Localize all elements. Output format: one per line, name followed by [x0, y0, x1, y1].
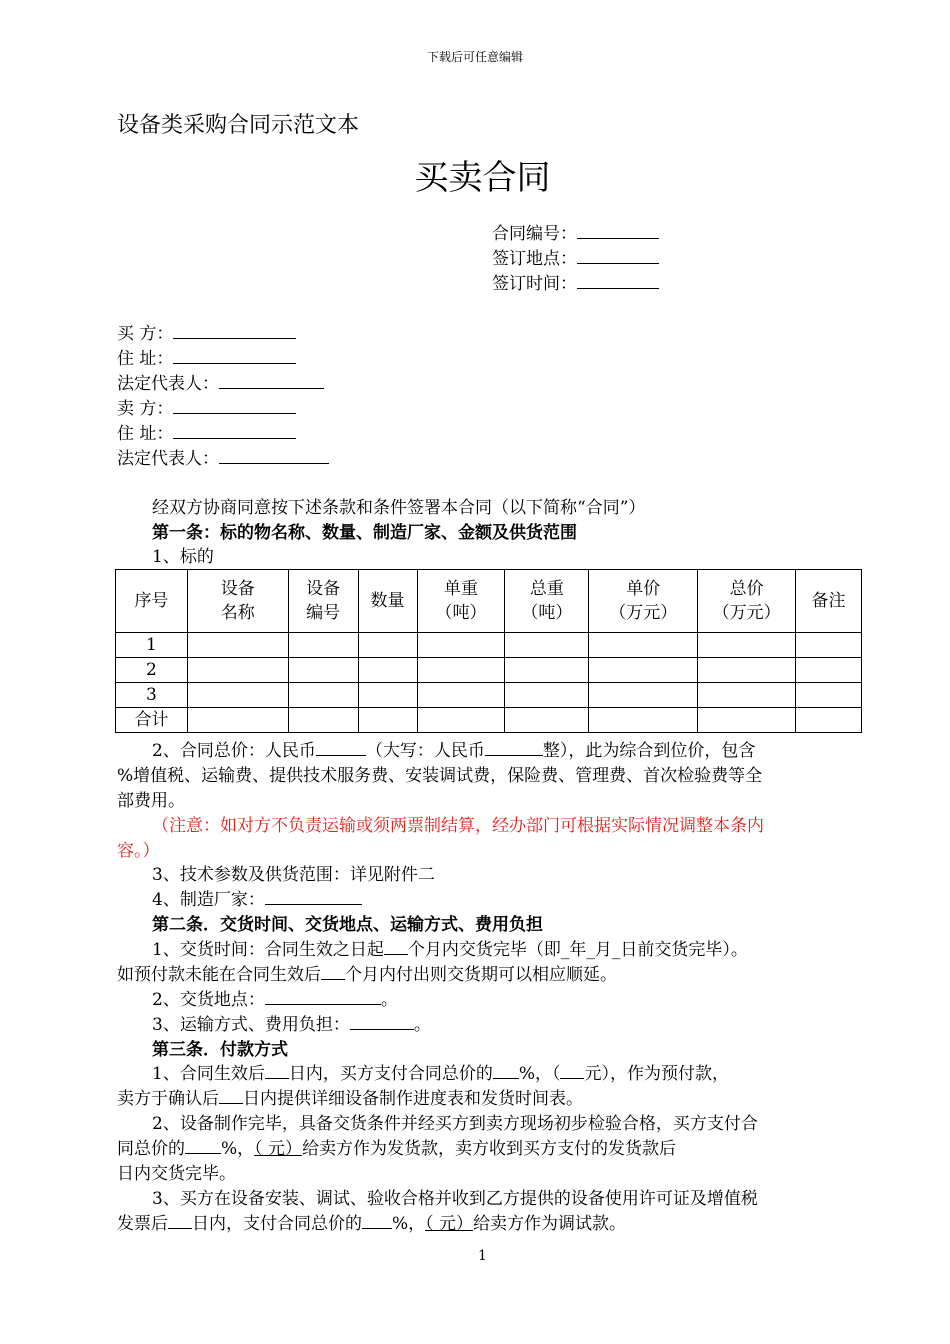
payment1-text-a: 1、合同生效后 [152, 1064, 265, 1084]
article2-item1-line1 [152, 938, 748, 962]
payment3-text-b: 日内，支付合同总价的 [192, 1214, 362, 1234]
header-cell: 单重 （吨） [417, 570, 505, 633]
row-index-cell: 1 [116, 633, 188, 658]
row-index-cell: 3 [116, 683, 188, 708]
header-cell: 设备 编号 [288, 570, 358, 633]
buyer-address-label: 住 址： [117, 349, 174, 369]
buyer-address-row [117, 347, 296, 371]
table-cell[interactable] [589, 633, 698, 658]
schedule-text-a: 卖方于确认后 [117, 1089, 219, 1109]
manufacturer-field[interactable] [265, 888, 362, 905]
table-cell[interactable] [698, 633, 796, 658]
table-cell[interactable] [358, 708, 417, 733]
signing-place-label: 签订地点： [492, 249, 577, 269]
page-header-note: 下载后可任意编辑 [426, 50, 523, 64]
header-cell: 总价 （万元） [698, 570, 796, 633]
table-cell[interactable] [288, 683, 358, 708]
table-cell[interactable] [358, 683, 417, 708]
payment3-text-d: 给卖方作为调试款。 [473, 1214, 627, 1234]
seller-rep-label: 法定代表人： [117, 449, 219, 469]
header-cell: 数量 [358, 570, 417, 633]
table-cell[interactable] [505, 683, 589, 708]
seller-rep-row [117, 447, 329, 471]
payment2-text-b: %， [221, 1139, 255, 1159]
table-cell[interactable] [796, 683, 862, 708]
payment3-text-c: %， [392, 1214, 426, 1234]
table-cell[interactable] [288, 633, 358, 658]
seller-rep-field[interactable] [219, 447, 329, 464]
signing-time-field[interactable] [577, 272, 659, 289]
schedule-text-b: 日内提供详细设备制作进度表和发货时间表。 [243, 1089, 583, 1109]
total-price-capital-label: （大写：人民币 [365, 741, 485, 761]
buyer-label: 买 方： [117, 324, 174, 344]
article2-item2 [152, 988, 398, 1012]
manufacturer-label: 4、制造厂家： [152, 890, 265, 910]
row-index-cell: 2 [116, 658, 188, 683]
table-cell[interactable] [698, 708, 796, 733]
article3-item1-line1 [152, 1062, 729, 1086]
delivery-months-field[interactable] [384, 938, 408, 955]
note-line2: 容。） [117, 841, 160, 861]
table-cell[interactable] [288, 658, 358, 683]
buyer-rep-label: 法定代表人： [117, 374, 219, 394]
total-label-cell: 合计 [116, 708, 188, 733]
header-cell: 设备 名称 [187, 570, 288, 633]
seller-address-label: 住 址： [117, 424, 174, 444]
table-cell[interactable] [417, 683, 505, 708]
seller-label: 卖 方： [117, 399, 174, 419]
table-total-row [116, 708, 862, 733]
table-cell[interactable] [796, 658, 862, 683]
article3-item3-line2 [117, 1212, 626, 1236]
delivery-time-label: 1、交货时间：合同生效之日起 [152, 940, 384, 960]
table-cell[interactable] [796, 633, 862, 658]
payment1-text-c: %，（ [518, 1064, 561, 1084]
table-cell[interactable] [698, 658, 796, 683]
article2-item3 [152, 1013, 431, 1037]
delivery-place-end: 。 [380, 990, 398, 1010]
note-line1: （注意：如对方不负责运输或须两票制结算，经办部门可根据实际情况调整本条内 [152, 816, 764, 836]
article3-item2-line2 [117, 1137, 676, 1161]
article1-item3: 3、技术参数及供货范围：详见附件二 [152, 865, 435, 885]
table-header-row [116, 570, 862, 633]
intro-text: 经双方协商同意按下述条款和条件签署本合同（以下简称“合同”） [152, 498, 646, 518]
seller-row [117, 397, 296, 421]
delivery-place-label: 2、交货地点： [152, 990, 265, 1010]
transport-label: 3、运输方式、费用负担： [152, 1015, 350, 1035]
buyer-rep-field[interactable] [219, 372, 324, 389]
prepayment-delay-text-end: 个月内付出则交货期可以相应顺延。 [345, 965, 617, 985]
table-cell[interactable] [187, 658, 288, 683]
total-price-line3: 部费用。 [117, 791, 185, 811]
total-price-suffix: 整），此为综合到位价，包含 [542, 741, 756, 761]
delivery-time-text: 个月内交货完毕（即_年_月_日前交货完毕）。 [407, 940, 748, 960]
table-cell[interactable] [187, 633, 288, 658]
article3-item3-line1: 3、买方在设备安装、调试、验收合格并收到乙方提供的设备使用许可证及增值税 [152, 1189, 758, 1209]
payment1-text-d: 元），作为预付款， [584, 1064, 729, 1084]
payment1-days-field[interactable] [265, 1062, 289, 1079]
page-number: 1 [478, 1248, 487, 1264]
schedule-days-field[interactable] [219, 1087, 243, 1104]
seller-address-field[interactable] [173, 422, 296, 439]
buyer-field[interactable] [173, 322, 296, 339]
payment3-text-a: 发票后 [117, 1214, 168, 1234]
payment2-text-c: 给卖方作为发货款，卖方收到买方支付的发货款后 [302, 1139, 677, 1159]
payment1-amount-field[interactable] [560, 1062, 584, 1079]
total-price-line2: %增值税、运输费、提供技术服务费、安装调试费，保险费、管理费、首次检验费等全 [117, 766, 763, 786]
contract-number-label: 合同编号： [492, 224, 577, 244]
table-cell[interactable] [417, 633, 505, 658]
article1-item1: 1、标的 [152, 547, 214, 567]
total-price-field[interactable] [316, 739, 366, 756]
buyer-rep-row [117, 372, 324, 396]
total-price-capital-field[interactable] [485, 739, 543, 756]
table-cell[interactable] [187, 708, 288, 733]
article1-item4 [152, 888, 362, 912]
article3-item2-line1: 2、设备制作完毕，具备交货条件并经买方到卖方现场初步检验合格，买方支付合 [152, 1114, 758, 1134]
table-cell[interactable] [505, 633, 589, 658]
table-cell[interactable] [358, 658, 417, 683]
delivery-place-field[interactable] [265, 988, 381, 1005]
table-cell[interactable] [505, 708, 589, 733]
document-title: 设备类采购合同示范文本 [117, 113, 360, 138]
seller-address-row [117, 422, 296, 446]
table-cell[interactable] [505, 658, 589, 683]
header-cell: 序号 [116, 570, 188, 633]
signing-time-row [492, 272, 659, 296]
header-cell: 备注 [796, 570, 862, 633]
table-cell[interactable] [417, 708, 505, 733]
contract-number-row [492, 222, 659, 246]
prepayment-delay-text: 如预付款未能在合同生效后 [117, 965, 321, 985]
table-cell[interactable] [589, 683, 698, 708]
total-price-line1 [152, 739, 755, 763]
payment2-amount-field[interactable]: （ 元） [254, 1139, 303, 1159]
table-cell[interactable] [698, 683, 796, 708]
signing-place-row [492, 247, 659, 271]
article2-item1-line2 [117, 963, 617, 987]
table-row [116, 633, 862, 658]
table-cell[interactable] [288, 708, 358, 733]
total-price-label: 2、合同总价：人民币 [152, 741, 316, 761]
buyer-row [117, 322, 296, 346]
transport-end: 。 [413, 1015, 431, 1035]
article3-item2-line3: 日内交货完毕。 [117, 1164, 236, 1184]
contract-title: 买卖合同 [414, 158, 551, 198]
payment1-percent-field[interactable] [493, 1062, 519, 1079]
payment1-text-b: 日内，买方支付合同总价的 [288, 1064, 493, 1084]
signing-place-field[interactable] [577, 247, 659, 264]
payment2-text-a: 同总价的 [117, 1139, 185, 1159]
table-row [116, 658, 862, 683]
article3-title: 第三条．付款方式 [152, 1040, 288, 1060]
payment3-amount-field[interactable]: （ 元） [425, 1214, 474, 1234]
payment3-days-field[interactable] [168, 1212, 192, 1229]
signing-time-label: 签订时间： [492, 274, 577, 294]
table-cell[interactable] [589, 708, 698, 733]
table-cell[interactable] [589, 658, 698, 683]
table-cell[interactable] [796, 708, 862, 733]
buyer-address-field[interactable] [173, 347, 296, 364]
table-cell[interactable] [187, 683, 288, 708]
goods-table [115, 569, 862, 733]
article1-title: 第一条：标的物名称、数量、制造厂家、金额及供货范围 [152, 523, 577, 543]
table-cell[interactable] [417, 658, 505, 683]
table-row [116, 683, 862, 708]
payment3-percent-field[interactable] [362, 1212, 392, 1229]
prepayment-months-field[interactable] [321, 963, 345, 980]
seller-field[interactable] [173, 397, 296, 414]
payment2-percent-field[interactable] [185, 1137, 221, 1154]
transport-field[interactable] [350, 1013, 414, 1030]
article3-item1-line2 [117, 1087, 583, 1111]
contract-number-field[interactable] [577, 222, 659, 239]
article2-title: 第二条．交货时间、交货地点、运输方式、费用负担 [152, 915, 543, 935]
header-cell: 总重 （吨） [505, 570, 589, 633]
table-cell[interactable] [358, 633, 417, 658]
header-cell: 单价 （万元） [589, 570, 698, 633]
